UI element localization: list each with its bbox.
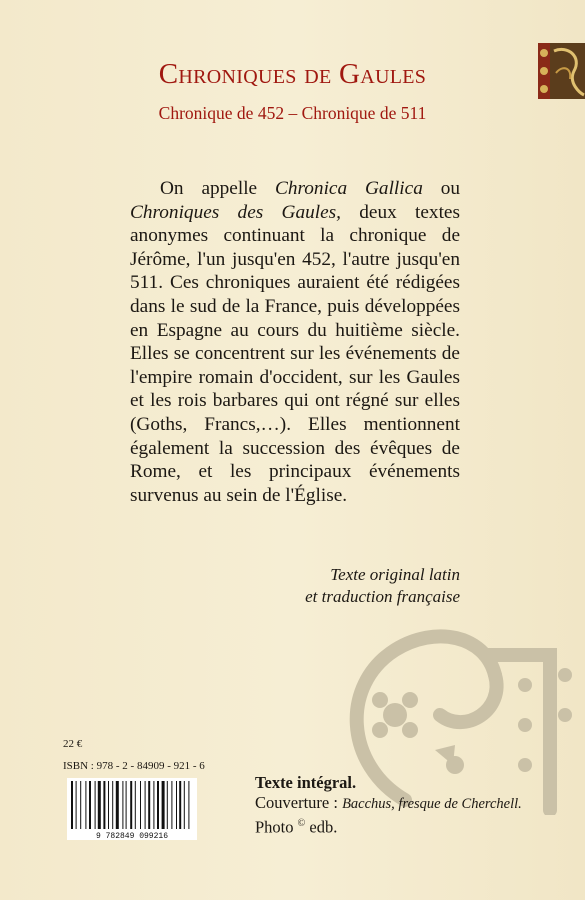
book-subtitle: Chronique de 452 – Chronique de 511 — [158, 103, 427, 123]
integral-text-label: Texte intégral. — [255, 773, 357, 792]
corner-ornament-image — [538, 43, 585, 99]
barcode-digits: 9 782849 099216 — [95, 832, 169, 840]
book-title: Chroniques de Gaules — [158, 58, 427, 90]
description-paragraph: On appelle Chronica Gallica ou Chroniques des Gaules, deux textes anonymes continuant la chronique de Jérôme, l'un jusqu'en 452, l'autre jusqu'en 511. Ces chroniques auraient été rédigées dans le sud de la France, puis développées en Espagne au cours du huitième siècle. Elles se concentrent sur les événements de l'empire romain d'occident, sur les Gaules et les rois barbares qui ont régné sur elles (Goths, Francs,…). Elles mentionnent également la succession des évêques de Rome, et les principaux événements survenus au sein de l'Église. — [130, 178, 461, 506]
barcode-image — [67, 778, 197, 840]
edition-note — [280, 564, 460, 608]
cover-credit: Couverture : Bacchus, fresque de Cherchell. — [255, 792, 522, 812]
credits-block — [255, 773, 545, 837]
isbn-label: ISBN : 978 - 2 - 84909 - 921 - 6 — [63, 760, 205, 772]
edition-note-line2: et traduction française — [305, 587, 460, 606]
edition-note-line1: Texte original latin — [330, 565, 460, 584]
price-label: 22 € — [63, 738, 83, 750]
photo-credit: Photo © edb. — [255, 817, 338, 837]
